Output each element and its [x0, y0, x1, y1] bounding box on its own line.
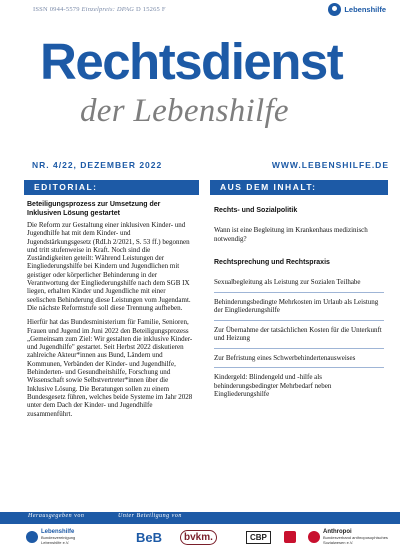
journal-title: Rechtsdienst	[40, 33, 343, 90]
contents-column	[210, 180, 388, 500]
contents-item[interactable]: Behinderungsbedingte Mehrkosten im Urlaub als Leistung der Eingliederungshilfe	[214, 292, 384, 320]
contents-item[interactable]: Kindergeld: Blindengeld und -hilfe als behinderungsbedingter Mehrbedarf neben Eingliederungshilfe	[214, 367, 384, 404]
anthropoi-logo-icon	[308, 531, 320, 543]
cover-header	[0, 0, 400, 150]
contents-item[interactable]: Wann ist eine Begleitung im Krankenhaus medizinisch notwendig?	[214, 226, 368, 243]
logo-cbp-text: CBP	[246, 531, 271, 544]
editorial-paragraph-2: Hierfür hat das Bundesministerium für Familie, Senioren, Frauen und Jugend im Juni 2022 den Beteiligungsprozess „Gemeinsam zum Ziel: Wir gestalten die inklusive Kinder- und Jugendhilfe" gestartet. Seit Herbst 2022 diskutieren zahlreiche Akteur*innen aus Bund, Ländern und Kommunen, Verbänden der Kinder- und Jugendhilfe, Behinderten- und Gesundheitshilfe, Forschung und Wissenschaft sowie Selbstvertreter*innen über die Inklusive Lösung. Die Beratungen sollen zu einem Bundesgesetz führen, welches beide Systeme im Jahr 2028 unter dem Dach der Kinder- und Jugendhilfe zusammenführt.	[27, 318, 193, 418]
contents-item[interactable]: Zur Befristung eines Schwerbehindertenausweises	[214, 348, 384, 368]
editorial-header: EDITORIAL:	[24, 180, 199, 195]
editorial-paragraph-1: Die Reform zur Gestaltung einer inklusiven Kinder- und Jugendhilfe hat mit dem Kinder- und Jugendstärkungsgesetz (RdLh 2/2021, S. 53 ff.) begonnen und tritt stufenweise in Kraft. Noch sind die Zuständigkeiten geteilt: Während Leistungen der Eingliederungshilfe bei Kindern und Jugendlichen mit geistiger oder körperlicher Behinderung in der Verantwortung der Eingliederungshilfe nach dem SGB IX liegen, erhalten Kinder und Jugendliche mit einer seelischen Behinderung diese Leistungen vom Jugendamt. Die nächste Reformstufe soll diese Trennung aufheben.	[27, 221, 191, 312]
issn-number: ISSN 0944-5579	[33, 6, 80, 13]
logo-anthropoi-sub: Bundesverband anthroposophisches Sozialwesen e.V.	[323, 535, 388, 545]
logo-cbp	[246, 526, 271, 548]
editorial-heading: Beteiligungsprozess zur Umsetzung der Inklusiven Lösung gestartet	[27, 201, 161, 217]
logo-bvkm	[180, 526, 217, 548]
caritas-cross-icon	[284, 531, 296, 543]
issue-bar	[0, 156, 400, 176]
partner-logos	[0, 524, 400, 550]
footer-bar	[0, 512, 400, 524]
contents-category-politics: Rechts- und Sozialpolitik	[214, 207, 298, 214]
contents-category-case-law: Rechtsprechung und Rechtspraxis	[214, 259, 330, 266]
contents-item[interactable]: Zur Übernahme der tatsächlichen Kosten für die Unterkunft und Heizung	[214, 320, 384, 348]
logo-caritas	[284, 526, 296, 548]
logo-beb	[136, 526, 162, 548]
logo-lebenshilfe	[26, 526, 93, 548]
contents-item[interactable]: Sexualbegleitung als Leistung zur Sozialen Teilhabe	[214, 278, 361, 286]
brand-name: Lebenshilfe	[344, 5, 386, 14]
logo-beb-text: BeB	[136, 529, 163, 545]
journal-subtitle: der Lebenshilfe	[80, 93, 289, 129]
participation-label: Unter Beteiligung von	[118, 513, 182, 519]
lebenshilfe-logo-icon	[328, 3, 341, 16]
logo-anthropoi	[308, 526, 391, 548]
publisher-label: Herausgegeben von	[28, 513, 85, 519]
issn-suffix: D 15265 F	[136, 6, 166, 13]
lebenshilfe-logo-icon	[26, 531, 38, 543]
editorial-body	[24, 195, 199, 418]
logo-anthropoi-name: Anthropoi	[323, 529, 352, 535]
lebenshilfe-brand	[328, 3, 386, 16]
contents-header: AUS DEM INHALT:	[210, 180, 388, 195]
shipping-note: Einzelpreis: DPAG	[81, 6, 135, 13]
issue-number: NR. 4/22, DEZEMBER 2022	[32, 160, 163, 170]
logo-bvkm-text: bvkm.	[180, 530, 217, 545]
logo-lebenshilfe-name: Lebenshilfe	[41, 529, 75, 535]
issn-line	[33, 6, 166, 13]
logo-lebenshilfe-sub: Bundesvereinigung Lebenshilfe e.V.	[41, 535, 76, 545]
website-link[interactable]: WWW.LEBENSHILFE.DE	[271, 160, 389, 170]
editorial-column	[24, 180, 199, 510]
contents-body	[210, 195, 388, 404]
